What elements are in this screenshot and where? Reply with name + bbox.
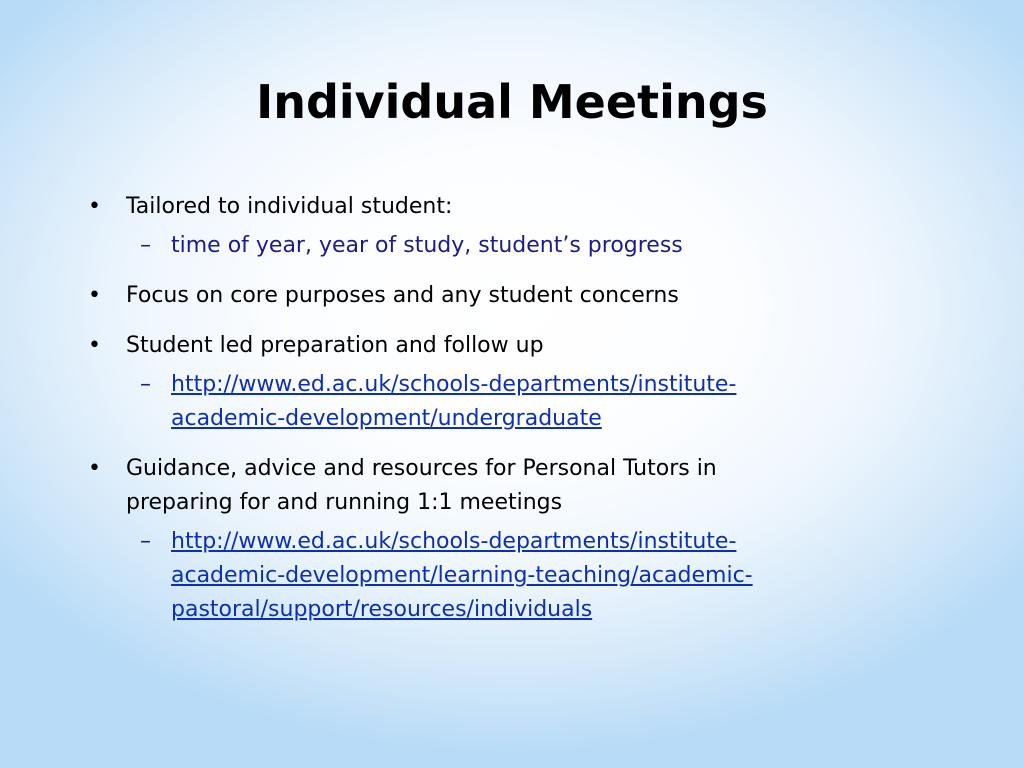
link-line[interactable]: academic-development/undergraduate: [171, 406, 602, 431]
bullet-item-guidance: [82, 452, 882, 627]
sub-bullet-item: [126, 368, 882, 436]
sub-bullet-item: [126, 525, 882, 627]
link-line[interactable]: pastoral/support/resources/individuals: [171, 597, 593, 622]
bullet-text-line: Guidance, advice and resources for Personal Tutors in: [126, 456, 717, 481]
dash-icon: –: [140, 233, 151, 258]
bullet-item-student-led: [82, 329, 882, 436]
bullet-text: [126, 452, 882, 520]
dash-icon: –: [140, 372, 151, 397]
bullet-icon: •: [88, 283, 101, 308]
bullet-icon: •: [88, 194, 101, 219]
dash-icon: –: [140, 529, 151, 554]
sub-bullet-item: [126, 229, 882, 263]
link-line[interactable]: academic-development/learning-teaching/academic-: [171, 563, 753, 588]
bullet-text: Tailored to individual student:: [126, 194, 453, 219]
link-line[interactable]: http://www.ed.ac.uk/schools-departments/institute-: [171, 529, 737, 554]
bullet-icon: •: [88, 456, 101, 481]
link-line[interactable]: http://www.ed.ac.uk/schools-departments/institute-: [171, 372, 737, 397]
bullet-item-focus: [82, 279, 882, 313]
bullet-text-line: preparing for and running 1:1 meetings: [126, 490, 563, 515]
sub-bullet-text: time of year, year of study, student’s progress: [171, 233, 683, 258]
individuals-resources-link[interactable]: [171, 529, 753, 622]
bullet-item-tailored: [82, 190, 882, 263]
bullet-icon: •: [88, 333, 101, 358]
undergraduate-link[interactable]: [171, 372, 736, 431]
bullet-text: Student led preparation and follow up: [126, 333, 544, 358]
slide-title: Individual Meetings: [256, 75, 768, 129]
bullet-text: Focus on core purposes and any student concerns: [126, 283, 679, 308]
bullet-list: [82, 190, 882, 643]
